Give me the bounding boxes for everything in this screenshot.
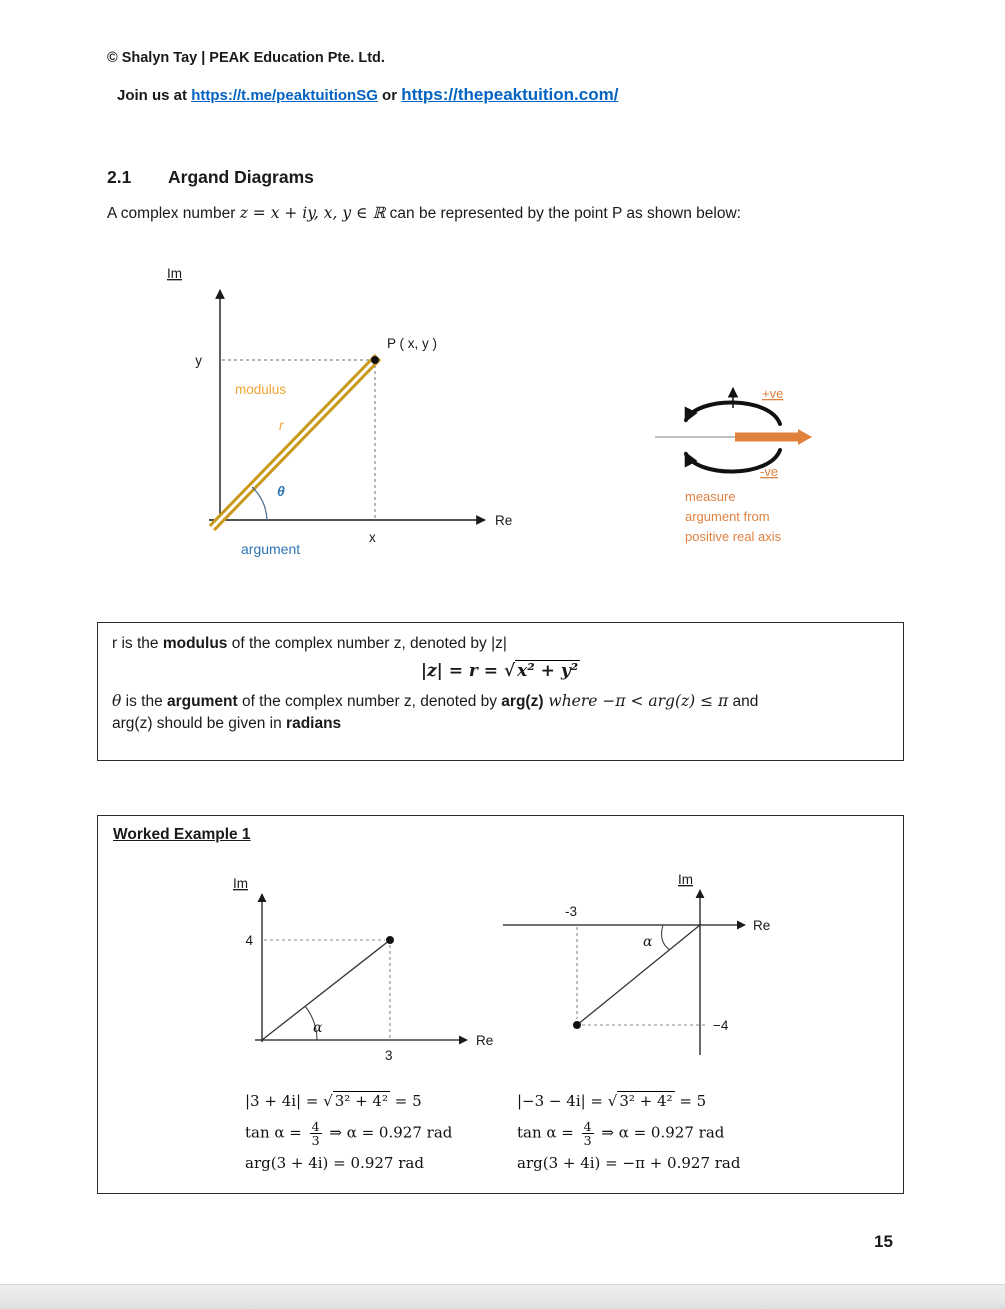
arg-def-bold2: arg(z) [501,693,544,710]
right-arg-line: arg(3 + 4i) = −π + 0.927 rad [517,1154,741,1173]
y-tick-label: y [195,353,202,368]
point-minus3-minus4 [573,1021,581,1029]
alpha-arc [662,925,670,950]
modulus-label: modulus [235,382,287,397]
point-p [371,356,379,364]
arg-def-bold1: argument [167,693,238,710]
right-modulus-line [517,1092,740,1113]
re-axis-label: Re [495,513,513,528]
formula-root: x² + y² [517,661,579,681]
im-axis-label: Im [233,876,248,891]
alpha-label: α [313,1020,323,1036]
rotation-direction-diagram [640,370,830,560]
argument-definition-line2 [112,715,889,733]
modulus-definition [112,635,889,653]
left-tan-line [245,1120,452,1147]
sqrt-radical-icon: √ [503,661,516,681]
positive-direction-label: +ve [762,386,784,401]
formula-pre: |z| = r = [420,661,504,681]
intro-math: z = x + iy, x, y ∈ ℝ [239,204,386,222]
example-diagram-3-plus-4i [225,870,495,1070]
arg-def-theta: θ [112,692,122,710]
right-tan-line [517,1120,740,1147]
left-m2-pre: tan α = [245,1123,307,1142]
argument-definition [112,692,889,711]
right-working [517,1092,740,1182]
theta-label: θ [277,483,285,499]
fraction-numerator: 4 [311,1119,320,1134]
worked-example-title: Worked Example 1 [113,826,251,843]
modulus-def-post: of the complex number z, denoted by |z| [227,635,507,652]
viewer-footer-bar [0,1284,1005,1309]
modulus-formula [112,661,889,681]
arg-def-a: is the [121,693,168,710]
intro-pre: A complex number [107,205,240,222]
section-title: Argand Diagrams [168,167,314,187]
x-tick-label: 3 [385,1048,393,1063]
definition-box [97,622,904,761]
im-axis-label: Im [678,872,693,887]
arg-def-range: where −π < arg(z) ≤ π [543,692,729,710]
vector-line [262,940,390,1040]
left-m1-pre: |3 + 4i| = [245,1092,324,1110]
left-arg-line: arg(3 + 4i) = 0.927 rad [245,1154,424,1173]
re-axis-label: Re [476,1033,494,1048]
arg-def-d: arg(z) should be given in [112,715,287,732]
fraction [582,1120,594,1147]
page-number: 15 [874,1232,893,1251]
fraction [310,1120,322,1147]
section-heading [107,167,314,188]
section-number: 2.1 [107,167,132,187]
right-m2-post: ⇒ α = 0.927 rad [596,1123,725,1142]
copyright-text: © Shalyn Tay | PEAK Education Pte. Ltd. [107,50,385,66]
point-3-4 [386,936,394,944]
join-prefix: Join us at [117,87,192,104]
y-tick-label: −4 [713,1018,729,1033]
right-m2-pre: tan α = [517,1123,579,1142]
join-or: or [377,87,402,104]
intro-post: can be represented by the point P as shown below: [385,205,741,222]
intro-paragraph [107,204,907,223]
left-m1-root: 3² + 4² [334,1092,388,1110]
x-tick-label: x [369,530,376,545]
argand-diagram [155,258,525,568]
right-m1-post: = 5 [674,1092,707,1110]
left-modulus-line [245,1092,452,1113]
r-label: r [279,418,284,433]
negative-direction-label: -ve [760,464,779,479]
fraction-denominator: 3 [311,1133,320,1149]
left-m1-post: = 5 [389,1092,422,1110]
left-m2-post: ⇒ α = 0.927 rad [324,1123,453,1142]
argument-label: argument [241,541,301,557]
im-axis-label: Im [167,266,182,281]
right-m1-root: 3² + 4² [619,1092,673,1110]
re-axis-label: Re [753,918,771,933]
modulus-def-bold: modulus [162,635,228,652]
website-link[interactable]: https://thepeaktuition.com/ [401,85,619,104]
theta-arc [252,487,267,520]
vector-line [577,925,700,1025]
join-line [117,85,618,105]
left-working [245,1092,452,1182]
y-tick-label: 4 [245,933,253,948]
positive-real-axis-arrowhead [798,429,812,445]
arg-def-bold3: radians [286,715,342,732]
telegram-link[interactable]: https://t.me/peaktuitionSG [191,87,378,104]
alpha-label: α [643,934,653,950]
point-p-label: P ( x, y ) [387,336,438,351]
sqrt-radical-icon: √ [323,1092,333,1110]
x-tick-label: -3 [565,904,578,919]
modulus-def-pre: r is the [112,635,163,652]
sqrt-radical-icon: √ [607,1092,618,1110]
arg-def-c: and [728,693,759,710]
caption-line-1: measure [685,489,736,504]
fraction-denominator: 3 [583,1133,592,1149]
arg-def-b: of the complex number z, denoted by [237,693,502,710]
example-diagram-minus3-minus4i [495,868,785,1068]
caption-line-3: positive real axis [685,529,782,544]
right-m1-pre: |−3 − 4i| = [517,1092,608,1110]
caption-line-2: argument from [685,509,770,524]
fraction-numerator: 4 [583,1119,592,1134]
